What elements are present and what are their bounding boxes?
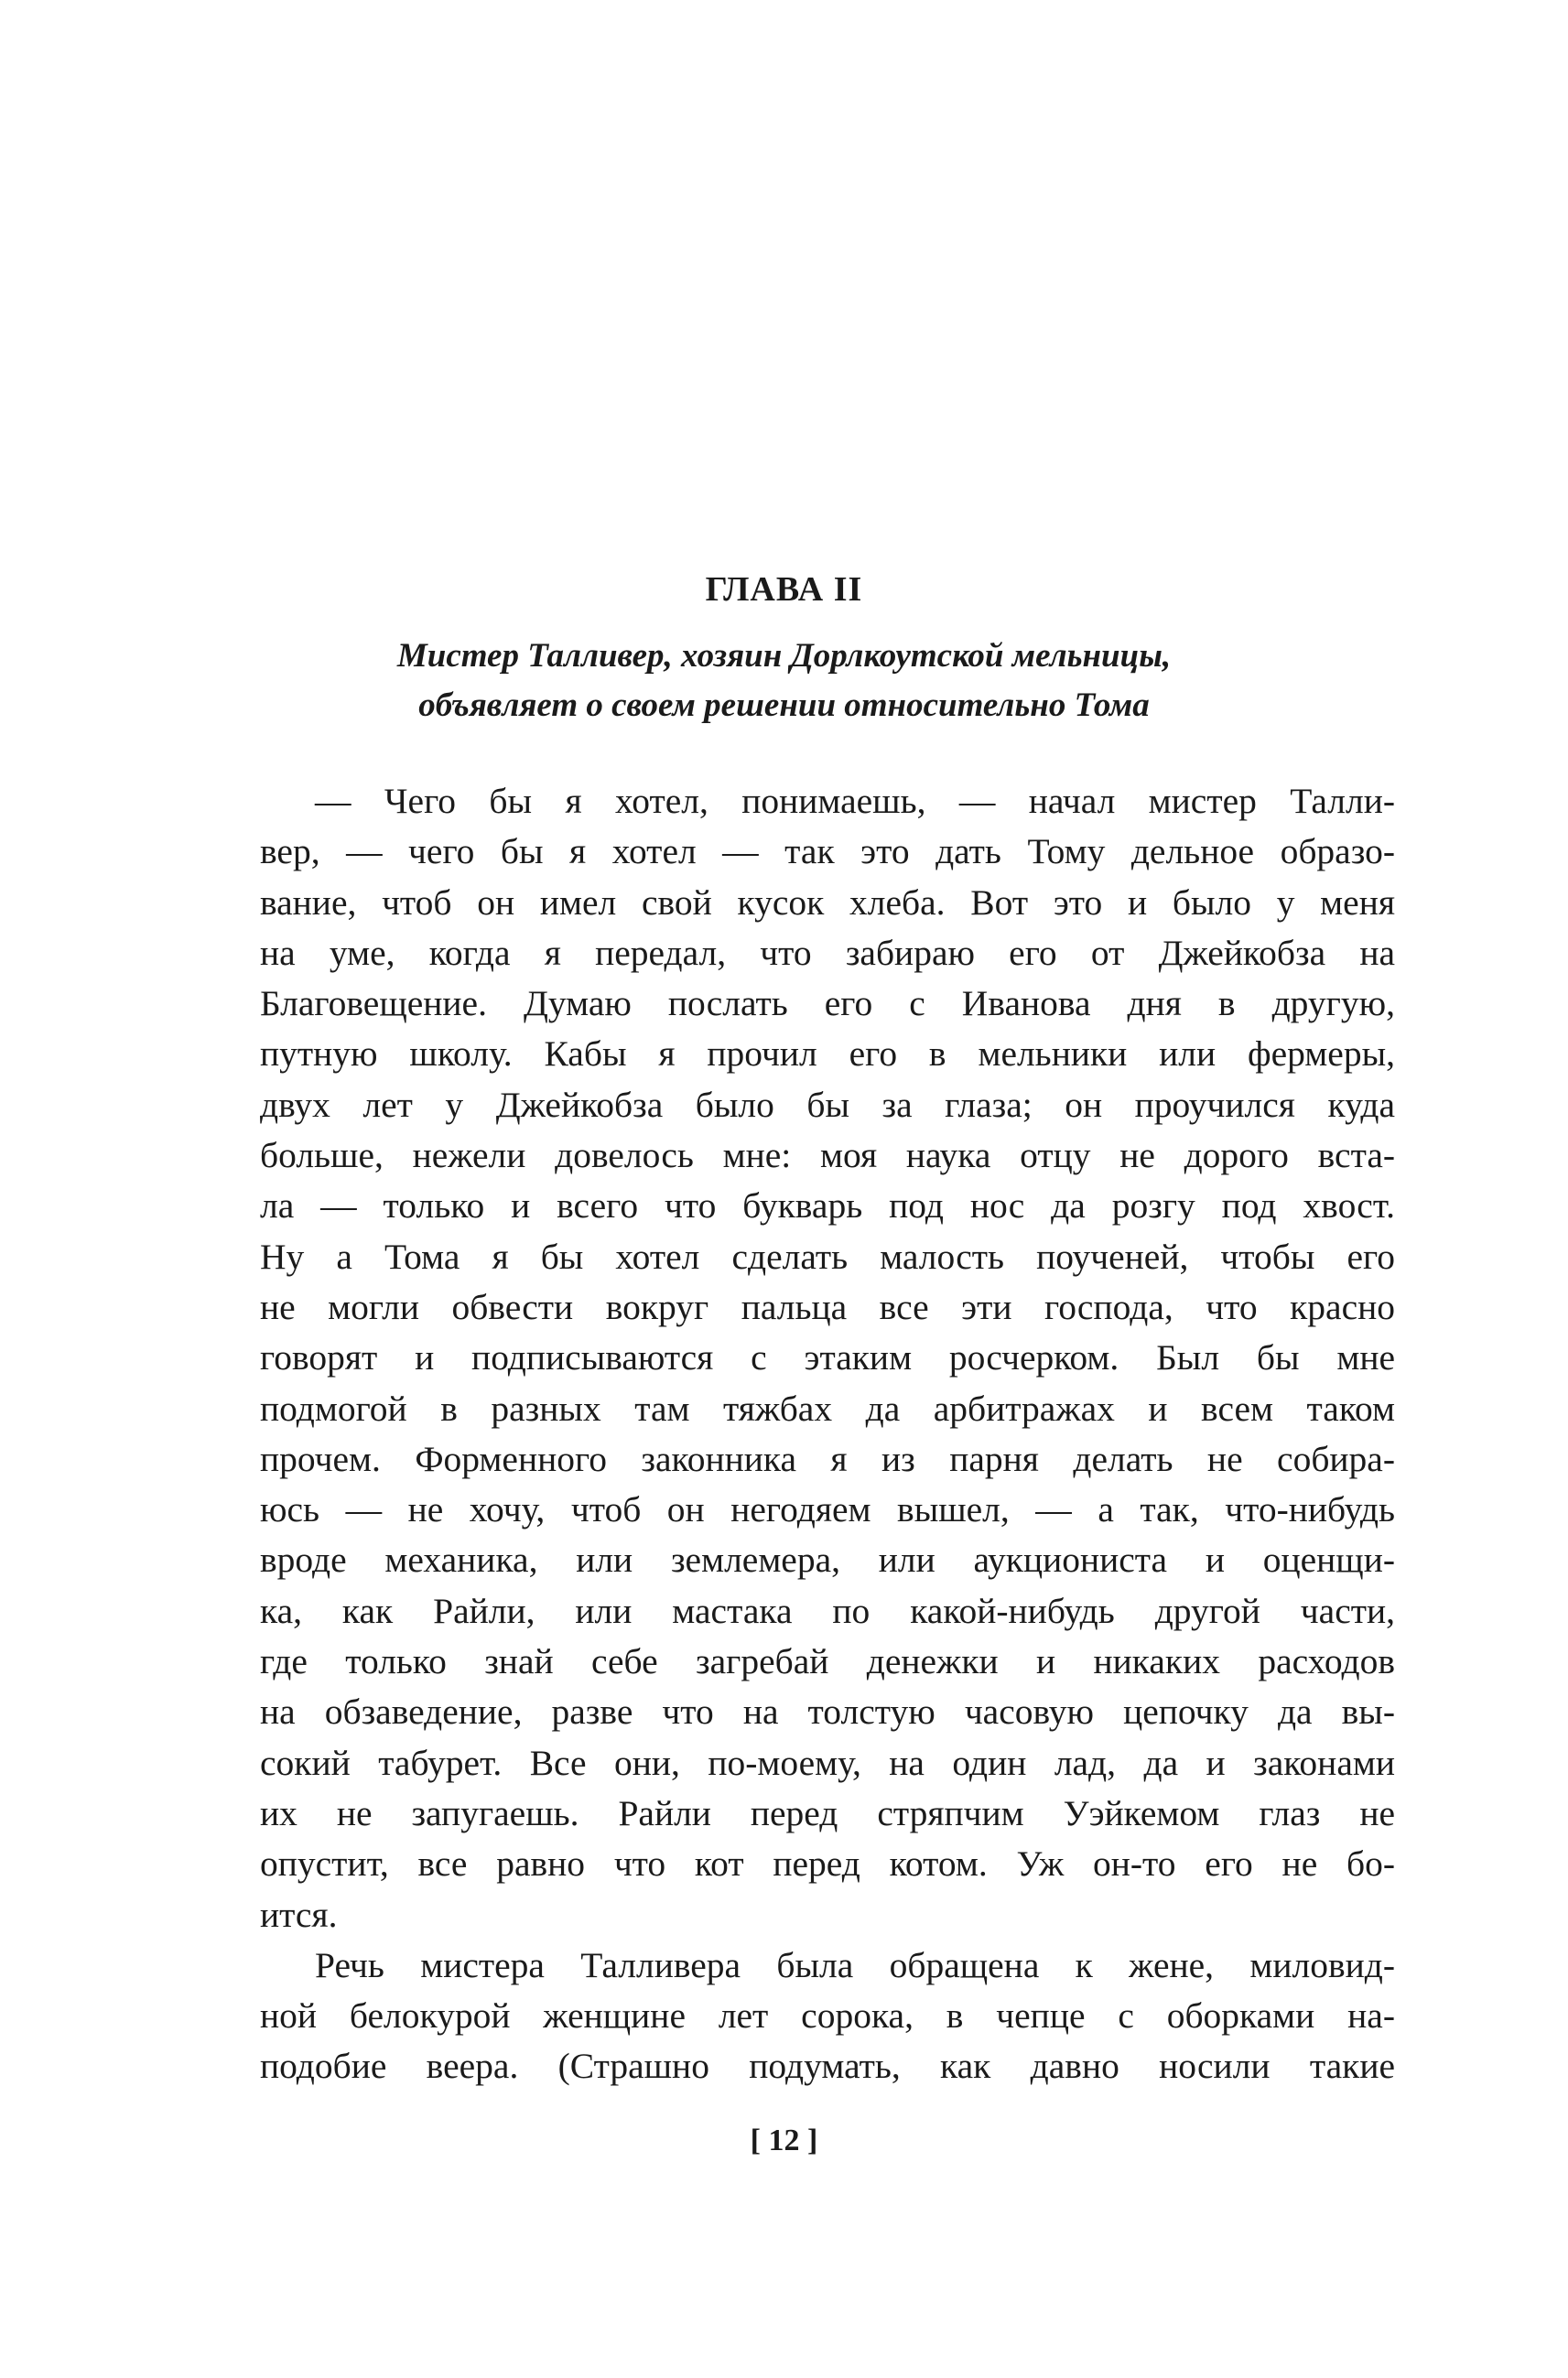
text-line: ла — только и всего что букварь под нос да розгу под хвост. bbox=[260, 1185, 1395, 1227]
body-text bbox=[260, 776, 1395, 2092]
text-line: вроде механика, или землемера, или аукциониста и оценщи- bbox=[260, 1540, 1395, 1581]
text-line: их не запугаешь. Райли перед стряпчим Уэйкемом глаз не bbox=[260, 1792, 1395, 1833]
text-line: опустит, все равно что кот перед котом. Уж он-то его не бо- bbox=[260, 1843, 1395, 1885]
text-line: ной белокурой женщине лет сорока, в чепце с оборками на- bbox=[260, 1995, 1395, 2037]
text-line: Речь мистера Талливера была обращена к жене, миловид- bbox=[315, 1944, 1395, 1985]
text-line: на обзаведение, разве что на толстую часовую цепочку да вы- bbox=[260, 1692, 1395, 1733]
text-line: вер, — чего бы я хотел — так это дать Тому дельное образо- bbox=[260, 831, 1395, 872]
text-line: — Чего бы я хотел, понимаешь, — начал мистер Талли- bbox=[315, 781, 1395, 821]
chapter-subtitle-line: объявляет о своем решении относительно Тома bbox=[418, 686, 1150, 724]
text-line: говорят и подписываются с этаким росчерком. Был бы мне bbox=[260, 1337, 1395, 1378]
text-line: двух лет у Джейкобза было бы за глаза; он проучился куда bbox=[260, 1084, 1395, 1125]
chapter-subtitle bbox=[275, 632, 1293, 730]
text-line: юсь — не хочу, чтоб он негодяем вышел, — а так, что-нибудь bbox=[260, 1489, 1395, 1530]
text-line: не могли обвести вокруг пальца все эти господа, что красно bbox=[260, 1286, 1395, 1327]
text-line: прочем. Форменного законника я из парня делать не собира- bbox=[260, 1438, 1395, 1479]
text-line: подобие веера. (Страшно подумать, как давно носили такие bbox=[260, 2046, 1395, 2087]
text-line: сокий табурет. Все они, по-моему, на один лад, да и законами bbox=[260, 1742, 1395, 1783]
text-line: подмогой в разных там тяжбах да арбитражах и всем таком bbox=[260, 1388, 1395, 1429]
chapter-heading: ГЛАВА II bbox=[705, 570, 863, 609]
chapter-subtitle-line: Мистер Талливер, хозяин Дорлкоутской мельницы, bbox=[396, 637, 1172, 675]
text-line: Ну а Тома я бы хотел сделать малость поученей, чтобы его bbox=[260, 1236, 1395, 1277]
text-line: больше, нежели довелось мне: моя наука отцу не дорого вста- bbox=[260, 1135, 1395, 1176]
text-line: вание, чтоб он имел свой кусок хлеба. Вот это и было у меня bbox=[260, 881, 1395, 923]
text-line: Благовещение. Думаю послать его с Иванова дня в другую, bbox=[260, 983, 1395, 1024]
text-line: где только знай себе загребай денежки и никаких расходов bbox=[260, 1641, 1395, 1682]
text-line: на уме, когда я передал, что забираю его от Джейкобза на bbox=[260, 932, 1395, 973]
page-number: [ 12 ] bbox=[750, 2124, 818, 2157]
text-line: ится. bbox=[260, 1894, 338, 1935]
text-line: ка, как Райли, или мастака по какой-нибудь другой части, bbox=[260, 1590, 1395, 1631]
text-line: путную школу. Кабы я прочил его в мельники или фермеры, bbox=[260, 1033, 1395, 1075]
